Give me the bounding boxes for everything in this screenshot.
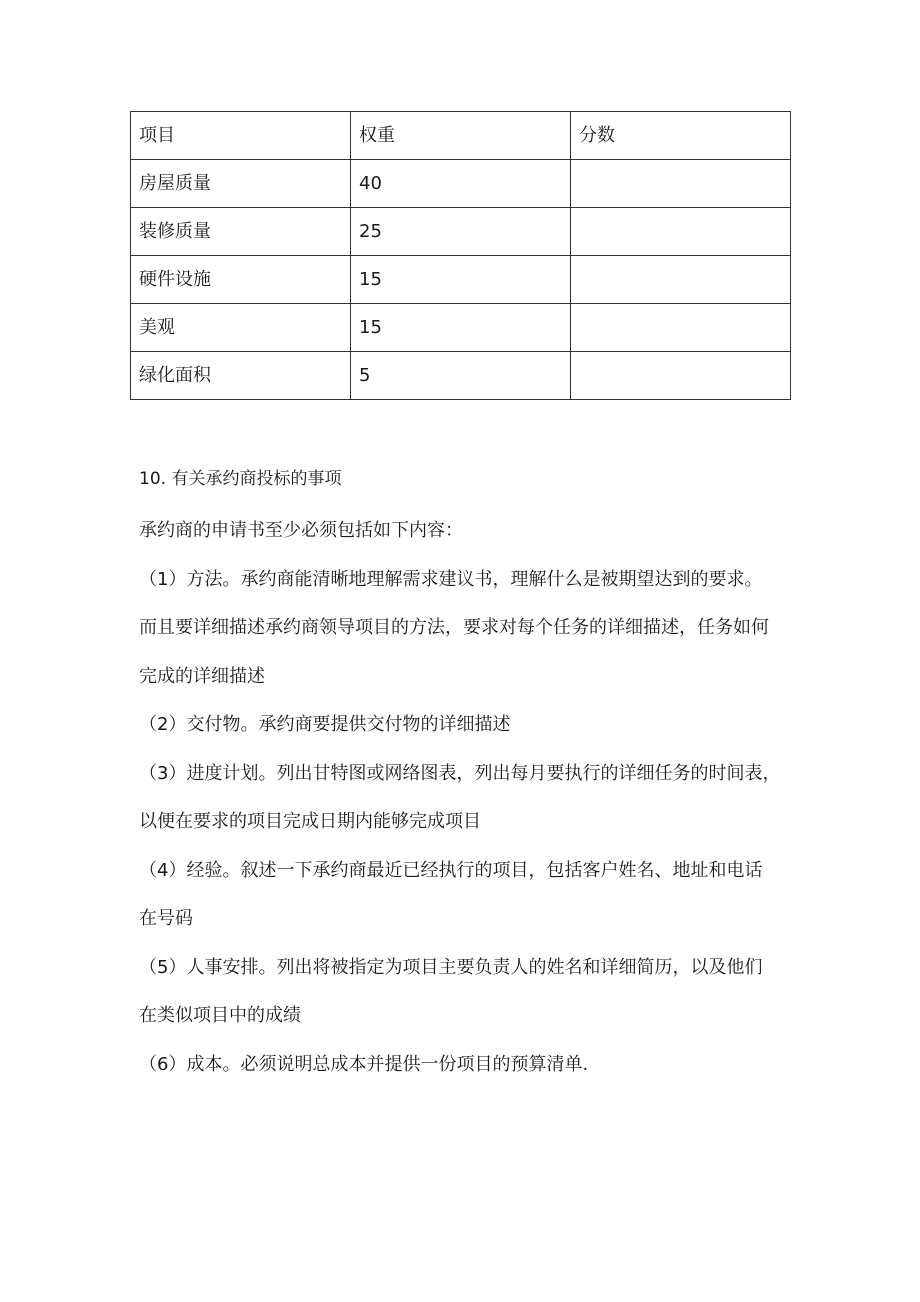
table-cell-score xyxy=(571,304,791,352)
paragraph-line: （5）人事安排。列出将被指定为项目主要负责人的姓名和详细简历，以及他们 xyxy=(139,956,763,978)
table-row xyxy=(131,256,791,304)
paragraph-line: （4）经验。叙述一下承约商最近已经执行的项目，包括客户姓名、地址和电话 xyxy=(139,859,763,881)
contractor-bid-section xyxy=(139,464,799,1089)
paragraph-line: （3）进度计划。列出甘特图或网络图表，列出每月要执行的详细任务的时间表， xyxy=(139,762,781,784)
table-cell-weight: 5 xyxy=(351,352,571,400)
table-cell-score xyxy=(571,160,791,208)
table-cell-score xyxy=(571,352,791,400)
section-heading: 10. 有关承约商投标的事项 xyxy=(139,469,342,489)
paragraph-line: （1）方法。承约商能清晰地理解需求建议书，理解什么是被期望达到的要求。 xyxy=(139,568,763,590)
table-cell-weight: 25 xyxy=(351,208,571,256)
table-row xyxy=(131,208,791,256)
table-cell-weight: 40 xyxy=(351,160,571,208)
table-cell-item: 房屋质量 xyxy=(131,160,351,208)
section-intro: 承约商的申请书至少必须包括如下内容： xyxy=(139,520,463,541)
header-cell-item: 项目 xyxy=(131,112,351,160)
header-cell-weight: 权重 xyxy=(351,112,571,160)
table-row xyxy=(131,160,791,208)
table-cell-weight: 15 xyxy=(351,256,571,304)
weight-score-table xyxy=(130,111,791,400)
paragraph-line: 在类似项目中的成绩 xyxy=(139,1005,301,1026)
paragraph-line: 在号码 xyxy=(139,908,193,929)
table-cell-item: 硬件设施 xyxy=(131,256,351,304)
table-row xyxy=(131,304,791,352)
table-cell-item: 绿化面积 xyxy=(131,352,351,400)
table-header-row xyxy=(131,112,791,160)
table-row xyxy=(131,352,791,400)
table-cell-weight: 15 xyxy=(351,304,571,352)
paragraph-line: 而且要详细描述承约商领导项目的方法，要求对每个任务的详细描述，任务如何 xyxy=(139,617,769,638)
header-cell-score: 分数 xyxy=(571,112,791,160)
paragraph-line: 以便在要求的项目完成日期内能够完成项目 xyxy=(139,811,481,832)
table-cell-score xyxy=(571,208,791,256)
table-cell-score xyxy=(571,256,791,304)
paragraph-line: （2）交付物。承约商要提供交付物的详细描述 xyxy=(139,714,511,735)
paragraph-line: 完成的详细描述 xyxy=(139,665,265,687)
table-cell-item: 美观 xyxy=(131,304,351,352)
paragraph-line: （6）成本。必须说明总成本并提供一份项目的预算清单. xyxy=(139,1053,589,1075)
table-cell-item: 装修质量 xyxy=(131,208,351,256)
